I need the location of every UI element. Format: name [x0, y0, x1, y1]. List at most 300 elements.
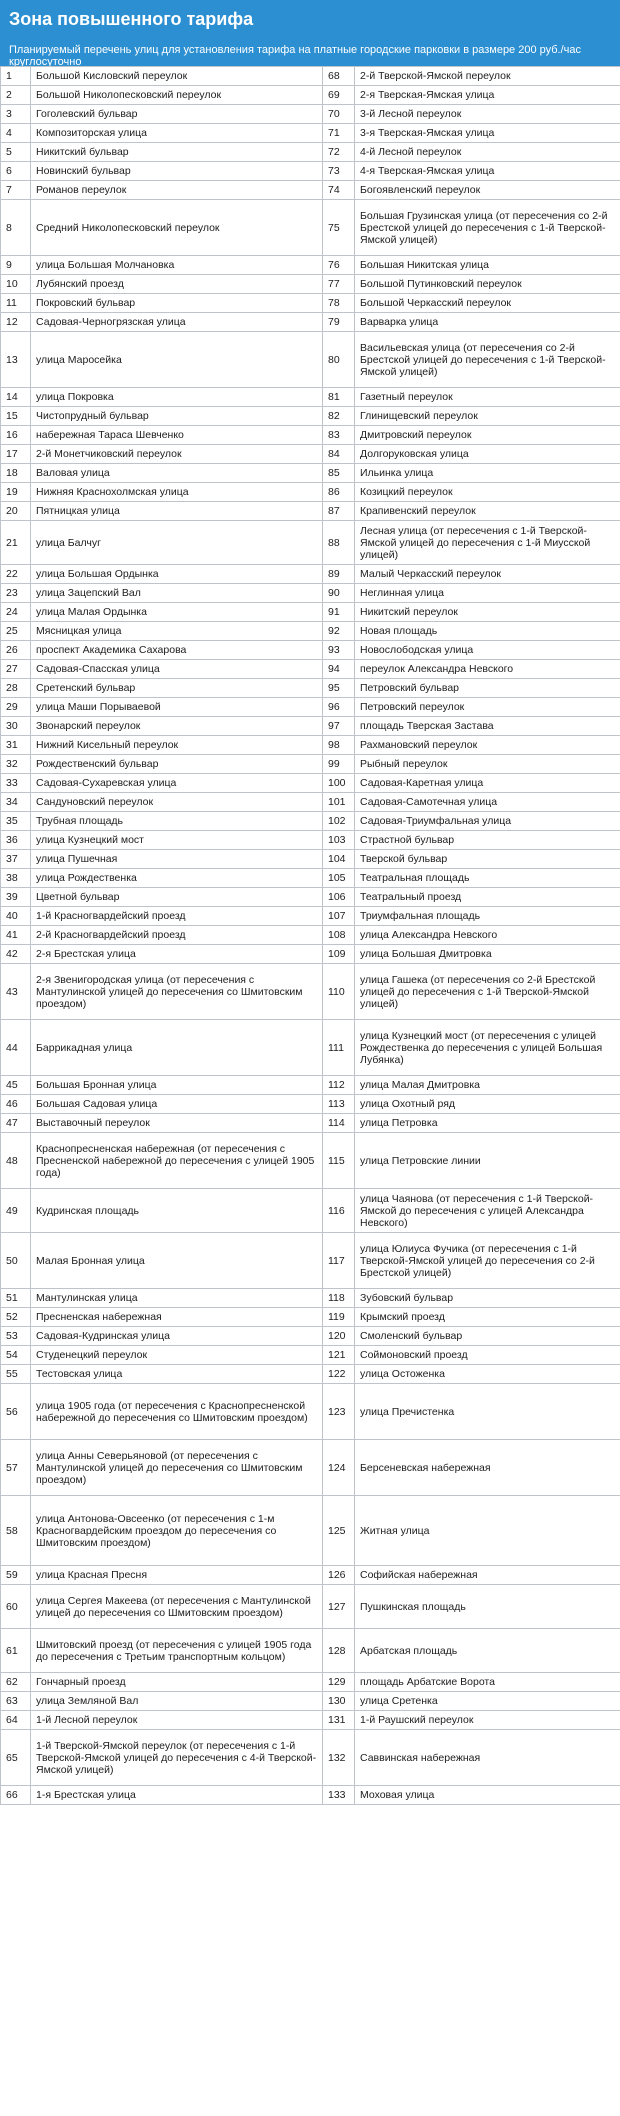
street-name: 1-й Лесной переулок — [31, 1711, 323, 1730]
streets-table-body — [1, 67, 620, 1805]
street-number: 74 — [323, 181, 355, 200]
street-number: 22 — [1, 565, 31, 584]
street-number: 118 — [323, 1289, 355, 1308]
street-number: 18 — [1, 464, 31, 483]
table-row — [1, 1585, 620, 1629]
table-row — [1, 622, 620, 641]
table-row — [1, 1308, 620, 1327]
street-name: Большой Николопесковский переулок — [31, 86, 323, 105]
table-row — [1, 143, 620, 162]
street-number: 128 — [323, 1629, 355, 1673]
street-number: 116 — [323, 1189, 355, 1233]
table-row — [1, 679, 620, 698]
street-name: улица Пушечная — [31, 850, 323, 869]
street-name: 3-я Тверская-Ямская улица — [355, 124, 620, 143]
street-number: 125 — [323, 1496, 355, 1566]
table-row — [1, 426, 620, 445]
street-number: 68 — [323, 67, 355, 86]
street-name: Гоголевский бульвар — [31, 105, 323, 124]
street-name: улица Маши Порываевой — [31, 698, 323, 717]
street-number: 84 — [323, 445, 355, 464]
street-name: улица Петровка — [355, 1114, 620, 1133]
street-name: улица Гашека (от пересечения со 2-й Брестской улицей до пересечения с 1-й Тверской-Ямской улицей) — [355, 964, 620, 1020]
street-number: 16 — [1, 426, 31, 445]
street-number: 5 — [1, 143, 31, 162]
street-name: Кудринская площадь — [31, 1189, 323, 1233]
street-number: 69 — [323, 86, 355, 105]
street-name: улица Большая Дмитровка — [355, 945, 620, 964]
street-name: Садовая-Триумфальная улица — [355, 812, 620, 831]
street-number: 131 — [323, 1711, 355, 1730]
street-name: улица Юлиуса Фучика (от пересечения с 1-й Тверской-Ямской улицей до пересечения со 2-й Брестской улицей) — [355, 1233, 620, 1289]
street-number: 77 — [323, 275, 355, 294]
street-number: 49 — [1, 1189, 31, 1233]
street-name: улица Александра Невского — [355, 926, 620, 945]
street-number: 85 — [323, 464, 355, 483]
street-name: Газетный переулок — [355, 388, 620, 407]
table-row — [1, 1365, 620, 1384]
street-name: улица Маросейка — [31, 332, 323, 388]
street-number: 89 — [323, 565, 355, 584]
table-row — [1, 888, 620, 907]
street-name: 4-й Лесной переулок — [355, 143, 620, 162]
street-name: улица Большая Молчановка — [31, 256, 323, 275]
street-name: Рождественский бульвар — [31, 755, 323, 774]
street-number: 129 — [323, 1673, 355, 1692]
street-name: Чистопрудный бульвар — [31, 407, 323, 426]
street-name: Берсеневская набережная — [355, 1440, 620, 1496]
street-number: 3 — [1, 105, 31, 124]
street-number: 73 — [323, 162, 355, 181]
street-name: Житная улица — [355, 1496, 620, 1566]
table-row — [1, 907, 620, 926]
street-name: Пушкинская площадь — [355, 1585, 620, 1629]
street-name: Петровский переулок — [355, 698, 620, 717]
street-name: Студенецкий переулок — [31, 1346, 323, 1365]
street-name: Арбатская площадь — [355, 1629, 620, 1673]
table-row — [1, 1020, 620, 1076]
street-number: 95 — [323, 679, 355, 698]
street-name: Моховая улица — [355, 1786, 620, 1805]
street-number: 41 — [1, 926, 31, 945]
table-row — [1, 86, 620, 105]
table-row — [1, 926, 620, 945]
table-row — [1, 181, 620, 200]
street-number: 70 — [323, 105, 355, 124]
street-name: Новинский бульвар — [31, 162, 323, 181]
table-row — [1, 1133, 620, 1189]
street-number: 56 — [1, 1384, 31, 1440]
street-number: 108 — [323, 926, 355, 945]
street-name: Малый Черкасский переулок — [355, 565, 620, 584]
street-name: Глинищевский переулок — [355, 407, 620, 426]
streets-table — [0, 66, 620, 1805]
table-row — [1, 1189, 620, 1233]
street-name: Баррикадная улица — [31, 1020, 323, 1076]
street-number: 29 — [1, 698, 31, 717]
street-number: 55 — [1, 1365, 31, 1384]
street-name: Мясницкая улица — [31, 622, 323, 641]
table-row — [1, 774, 620, 793]
street-number: 75 — [323, 200, 355, 256]
table-row — [1, 603, 620, 622]
street-name: Средний Николопесковский переулок — [31, 200, 323, 256]
street-number: 21 — [1, 521, 31, 565]
street-name: улица Антонова-Овсеенко (от пересечения с 1-м Красногвардейским проездом до пересечения со Шмитовским проездом) — [31, 1496, 323, 1566]
street-number: 102 — [323, 812, 355, 831]
street-name: Рыбный переулок — [355, 755, 620, 774]
street-name: улица Красная Пресня — [31, 1566, 323, 1585]
street-number: 81 — [323, 388, 355, 407]
street-number: 14 — [1, 388, 31, 407]
table-row — [1, 1346, 620, 1365]
street-name: Краснопресненская набережная (от пересечения с Пресненской набережной до пересечения с улицей 1905 года) — [31, 1133, 323, 1189]
street-number: 9 — [1, 256, 31, 275]
street-name: 1-й Тверской-Ямской переулок (от пересечения с 1-й Тверской-Ямской улицей до пересечения с 4-й Тверской-Ямской улицей) — [31, 1730, 323, 1786]
street-number: 79 — [323, 313, 355, 332]
street-name: Трубная площадь — [31, 812, 323, 831]
street-number: 11 — [1, 294, 31, 313]
street-number: 20 — [1, 502, 31, 521]
street-name: 4-я Тверская-Ямская улица — [355, 162, 620, 181]
street-name: Тестовская улица — [31, 1365, 323, 1384]
street-name: Никитский бульвар — [31, 143, 323, 162]
street-number: 91 — [323, 603, 355, 622]
street-number: 133 — [323, 1786, 355, 1805]
street-name: Дмитровский переулок — [355, 426, 620, 445]
street-number: 1 — [1, 67, 31, 86]
table-row — [1, 388, 620, 407]
street-name: набережная Тараса Шевченко — [31, 426, 323, 445]
street-name: переулок Александра Невского — [355, 660, 620, 679]
table-row — [1, 584, 620, 603]
table-row — [1, 831, 620, 850]
street-number: 82 — [323, 407, 355, 426]
street-name: улица Малая Дмитровка — [355, 1076, 620, 1095]
street-number: 25 — [1, 622, 31, 641]
street-number: 78 — [323, 294, 355, 313]
table-row — [1, 1289, 620, 1308]
street-name: улица Сретенка — [355, 1692, 620, 1711]
street-number: 130 — [323, 1692, 355, 1711]
street-name: Большой Кисловский переулок — [31, 67, 323, 86]
street-name: Нижняя Краснохолмская улица — [31, 483, 323, 502]
street-number: 57 — [1, 1440, 31, 1496]
street-name: Большая Бронная улица — [31, 1076, 323, 1095]
street-name: Большая Садовая улица — [31, 1095, 323, 1114]
street-name: Долгоруковская улица — [355, 445, 620, 464]
street-name: 2-й Тверской-Ямской переулок — [355, 67, 620, 86]
street-name: улица Петровские линии — [355, 1133, 620, 1189]
street-name: Новая площадь — [355, 622, 620, 641]
street-name: Крымский проезд — [355, 1308, 620, 1327]
street-name: улица Охотный ряд — [355, 1095, 620, 1114]
table-row — [1, 1730, 620, 1786]
street-number: 8 — [1, 200, 31, 256]
street-number: 48 — [1, 1133, 31, 1189]
street-number: 30 — [1, 717, 31, 736]
table-row — [1, 1384, 620, 1440]
street-number: 38 — [1, 869, 31, 888]
street-name: площадь Тверская Застава — [355, 717, 620, 736]
street-name: 2-я Брестская улица — [31, 945, 323, 964]
street-number: 115 — [323, 1133, 355, 1189]
street-number: 17 — [1, 445, 31, 464]
table-row — [1, 294, 620, 313]
street-number: 32 — [1, 755, 31, 774]
street-name: 1-я Брестская улица — [31, 1786, 323, 1805]
street-number: 107 — [323, 907, 355, 926]
table-row — [1, 1095, 620, 1114]
street-name: Козицкий переулок — [355, 483, 620, 502]
street-number: 58 — [1, 1496, 31, 1566]
street-number: 28 — [1, 679, 31, 698]
street-number: 120 — [323, 1327, 355, 1346]
street-number: 124 — [323, 1440, 355, 1496]
street-name: улица Остоженка — [355, 1365, 620, 1384]
street-name: Мантулинская улица — [31, 1289, 323, 1308]
street-number: 132 — [323, 1730, 355, 1786]
page-header — [0, 0, 620, 66]
street-number: 63 — [1, 1692, 31, 1711]
street-name: 2-я Звенигородская улица (от пересечения с Мантулинской улицей до пересечения со Шмитовским проездом) — [31, 964, 323, 1020]
street-number: 122 — [323, 1365, 355, 1384]
table-row — [1, 945, 620, 964]
street-name: Сретенский бульвар — [31, 679, 323, 698]
street-number: 66 — [1, 1786, 31, 1805]
page-subtitle: Планируемый перечень улиц для установления тарифа на платные городские парковки в размере 200 руб./час круглосуточно — [9, 44, 582, 66]
street-name: Цветной бульвар — [31, 888, 323, 907]
table-row — [1, 200, 620, 256]
street-number: 7 — [1, 181, 31, 200]
street-name: улица Сергея Макеева (от пересечения с Мантулинской улицей до пересечения со Шмитовским проездом) — [31, 1585, 323, 1629]
street-name: Театральная площадь — [355, 869, 620, 888]
street-name: Пятницкая улица — [31, 502, 323, 521]
street-number: 27 — [1, 660, 31, 679]
street-number: 35 — [1, 812, 31, 831]
street-number: 2 — [1, 86, 31, 105]
street-name: Неглинная улица — [355, 584, 620, 603]
table-row — [1, 1440, 620, 1496]
table-row — [1, 67, 620, 86]
street-number: 33 — [1, 774, 31, 793]
street-number: 26 — [1, 641, 31, 660]
table-row — [1, 964, 620, 1020]
table-row — [1, 1076, 620, 1095]
street-number: 72 — [323, 143, 355, 162]
street-name: улица Рождественка — [31, 869, 323, 888]
street-name: улица Большая Ордынка — [31, 565, 323, 584]
street-number: 94 — [323, 660, 355, 679]
street-number: 61 — [1, 1629, 31, 1673]
street-name: 2-й Монетчиковский переулок — [31, 445, 323, 464]
street-name: Малая Бронная улица — [31, 1233, 323, 1289]
street-name: 1-й Раушский переулок — [355, 1711, 620, 1730]
table-row — [1, 698, 620, 717]
street-number: 104 — [323, 850, 355, 869]
street-number: 76 — [323, 256, 355, 275]
street-name: Соймоновский проезд — [355, 1346, 620, 1365]
street-number: 127 — [323, 1585, 355, 1629]
street-name: 3-й Лесной переулок — [355, 105, 620, 124]
street-name: улица Кузнецкий мост (от пересечения с улицей Рождественка до пересечения с улицей Большая Лубянка) — [355, 1020, 620, 1076]
street-name: Софийская набережная — [355, 1566, 620, 1585]
street-number: 119 — [323, 1308, 355, 1327]
table-row — [1, 407, 620, 426]
street-number: 96 — [323, 698, 355, 717]
street-number: 19 — [1, 483, 31, 502]
table-row — [1, 521, 620, 565]
street-number: 47 — [1, 1114, 31, 1133]
street-name: Варварка улица — [355, 313, 620, 332]
street-name: Садовая-Каретная улица — [355, 774, 620, 793]
street-number: 113 — [323, 1095, 355, 1114]
street-name: Саввинская набережная — [355, 1730, 620, 1786]
street-number: 101 — [323, 793, 355, 812]
street-name: Садовая-Самотечная улица — [355, 793, 620, 812]
street-name: Страстной бульвар — [355, 831, 620, 850]
table-row — [1, 850, 620, 869]
street-number: 80 — [323, 332, 355, 388]
street-number: 4 — [1, 124, 31, 143]
table-row — [1, 812, 620, 831]
street-name: Рахмановский переулок — [355, 736, 620, 755]
table-row — [1, 1786, 620, 1805]
street-number: 111 — [323, 1020, 355, 1076]
street-number: 50 — [1, 1233, 31, 1289]
street-name: улица Малая Ордынка — [31, 603, 323, 622]
street-name: Садовая-Черногрязская улица — [31, 313, 323, 332]
street-name: Нижний Кисельный переулок — [31, 736, 323, 755]
street-name: Пресненская набережная — [31, 1308, 323, 1327]
table-row — [1, 256, 620, 275]
street-number: 42 — [1, 945, 31, 964]
street-name: Большой Черкасский переулок — [355, 294, 620, 313]
street-name: Никитский переулок — [355, 603, 620, 622]
table-row — [1, 332, 620, 388]
street-number: 87 — [323, 502, 355, 521]
street-name: Триумфальная площадь — [355, 907, 620, 926]
street-number: 98 — [323, 736, 355, 755]
street-name: Лубянский проезд — [31, 275, 323, 294]
street-name: Васильевская улица (от пересечения со 2-й Брестской улицей до пересечения с 1-й Тверской-Ямской улицей) — [355, 332, 620, 388]
table-row — [1, 445, 620, 464]
street-number: 93 — [323, 641, 355, 660]
table-row — [1, 162, 620, 181]
street-number: 100 — [323, 774, 355, 793]
table-row — [1, 1496, 620, 1566]
street-name: Смоленский бульвар — [355, 1327, 620, 1346]
street-name: Гончарный проезд — [31, 1673, 323, 1692]
street-name: проспект Академика Сахарова — [31, 641, 323, 660]
table-row — [1, 502, 620, 521]
table-row — [1, 105, 620, 124]
street-number: 53 — [1, 1327, 31, 1346]
street-number: 65 — [1, 1730, 31, 1786]
table-row — [1, 124, 620, 143]
street-name: Большая Грузинская улица (от пересечения со 2-й Брестской улицей до пересечения с 1-й Тверской-Ямской улицей) — [355, 200, 620, 256]
table-row — [1, 464, 620, 483]
street-number: 121 — [323, 1346, 355, 1365]
street-number: 39 — [1, 888, 31, 907]
street-name: Сандуновский переулок — [31, 793, 323, 812]
table-row — [1, 736, 620, 755]
street-number: 31 — [1, 736, 31, 755]
table-row — [1, 313, 620, 332]
street-name: Тверской бульвар — [355, 850, 620, 869]
street-name: улица 1905 года (от пересечения с Краснопресненской набережной до пересечения со Шмитовским проездом) — [31, 1384, 323, 1440]
street-number: 54 — [1, 1346, 31, 1365]
street-number: 37 — [1, 850, 31, 869]
street-number: 64 — [1, 1711, 31, 1730]
street-name: площадь Арбатские Ворота — [355, 1673, 620, 1692]
street-name: 2-й Красногвардейский проезд — [31, 926, 323, 945]
street-number: 40 — [1, 907, 31, 926]
street-name: Ильинка улица — [355, 464, 620, 483]
street-name: Выставочный переулок — [31, 1114, 323, 1133]
street-number: 103 — [323, 831, 355, 850]
street-number: 45 — [1, 1076, 31, 1095]
street-name: Большая Никитская улица — [355, 256, 620, 275]
street-name: 2-я Тверская-Ямская улица — [355, 86, 620, 105]
street-number: 99 — [323, 755, 355, 774]
table-row — [1, 1629, 620, 1673]
street-number: 92 — [323, 622, 355, 641]
table-row — [1, 1673, 620, 1692]
table-row — [1, 565, 620, 584]
table-row — [1, 1114, 620, 1133]
table-row — [1, 755, 620, 774]
street-number: 114 — [323, 1114, 355, 1133]
street-name: Зубовский бульвар — [355, 1289, 620, 1308]
street-number: 90 — [323, 584, 355, 603]
street-name: Богоявленский переулок — [355, 181, 620, 200]
table-row — [1, 1711, 620, 1730]
street-name: Покровский бульвар — [31, 294, 323, 313]
street-number: 6 — [1, 162, 31, 181]
street-number: 46 — [1, 1095, 31, 1114]
street-name: Петровский бульвар — [355, 679, 620, 698]
table-row — [1, 1566, 620, 1585]
street-number: 106 — [323, 888, 355, 907]
street-number: 44 — [1, 1020, 31, 1076]
street-number: 71 — [323, 124, 355, 143]
street-number: 123 — [323, 1384, 355, 1440]
street-number: 88 — [323, 521, 355, 565]
street-number: 109 — [323, 945, 355, 964]
street-number: 23 — [1, 584, 31, 603]
street-name: улица Кузнецкий мост — [31, 831, 323, 850]
street-name: улица Анны Северьяновой (от пересечения с Мантулинской улицей до пересечения со Шмитовским проездом) — [31, 1440, 323, 1496]
table-row — [1, 793, 620, 812]
street-number: 13 — [1, 332, 31, 388]
street-name: Звонарский переулок — [31, 717, 323, 736]
street-number: 10 — [1, 275, 31, 294]
street-name: 1-й Красногвардейский проезд — [31, 907, 323, 926]
street-number: 36 — [1, 831, 31, 850]
street-number: 62 — [1, 1673, 31, 1692]
table-row — [1, 869, 620, 888]
street-number: 15 — [1, 407, 31, 426]
table-row — [1, 275, 620, 294]
table-row — [1, 641, 620, 660]
table-row — [1, 660, 620, 679]
street-name: Большой Путинковский переулок — [355, 275, 620, 294]
street-number: 97 — [323, 717, 355, 736]
street-name: Валовая улица — [31, 464, 323, 483]
street-name: Лесная улица (от пересечения с 1-й Тверской-Ямской улицей до пересечения с 1-й Миусской улицей) — [355, 521, 620, 565]
street-name: улица Балчуг — [31, 521, 323, 565]
